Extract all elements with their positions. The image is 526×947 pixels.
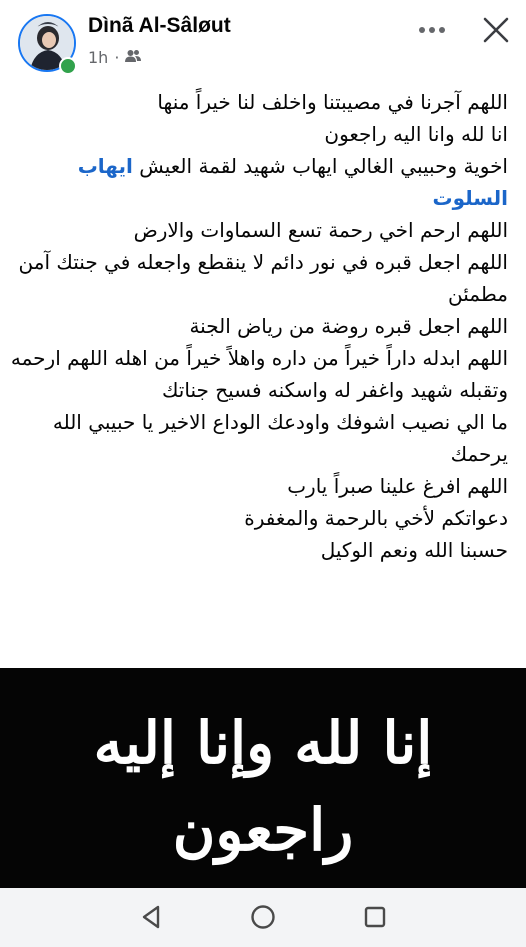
post-line-with-tag [0,150,508,214]
tag-last-name: السلوت [432,186,508,210]
nav-recents-button[interactable] [360,902,390,932]
post-header [0,0,526,80]
author-name[interactable]: Dìnã Al-Sâløut [88,14,231,37]
post-line: اللهم افرغ علينا صبراً يارب [287,474,508,498]
nav-back-icon [136,902,166,932]
nav-home-icon [248,902,278,932]
friends-icon[interactable] [125,48,141,67]
post-line: اللهم اجعل قبره روضة من رياض الجنة [189,314,508,338]
post-line: انا لله وانا اليه راجعون [324,122,508,146]
tag-first-name: ايهاب [77,154,133,178]
meta-separator: · [114,48,120,67]
post-line: دعواتكم لأخي بالرحمة والمغفرة [244,506,508,530]
nav-recents-icon [360,902,390,932]
post-line: اللهم اجعل قبره في نور دائم لا ينقطع واجعله في جنتك آمن مطمئن [18,250,508,306]
calligraphy-line-2: راجعون [172,796,354,864]
post-line: اللهم ارحم اخي رحمة تسع السماوات والارض [133,218,508,242]
post-line-text: اخوية وحبيبي الغالي ايهاب شهيد لقمة العيش [139,154,508,178]
post-line: اللهم آجرنا في مصيبتنا واخلف لنا خيراً منها [157,90,508,114]
nav-home-button[interactable] [248,902,278,932]
post-text [0,86,508,566]
close-icon [483,17,509,43]
calligraphy-image [0,668,526,888]
post-line: اللهم ابدله داراً خيراً من داره واهلاً خيراً من اهله اللهم ارحمه وتقبله شهيد واغفر له واسكنه فسيح جناتك [10,346,508,402]
post-time[interactable]: 1h [88,48,109,67]
post-meta [88,48,141,67]
more-options-button[interactable] [414,12,450,48]
nav-back-button[interactable] [136,902,166,932]
android-navigation-bar [0,888,526,947]
close-button[interactable] [478,12,514,48]
calligraphy-line-1: إنا لله وإنا إليه [93,709,433,777]
more-dots-icon [418,26,446,34]
post-image[interactable] [0,668,526,888]
post-line: ما الي نصيب اشوفك واودعك الوداع الاخير يا حبيبي الله يرحمك [52,410,508,466]
online-status-dot [59,57,77,75]
author-avatar[interactable] [18,14,76,72]
post-line: حسبنا الله ونعم الوكيل [320,538,508,562]
